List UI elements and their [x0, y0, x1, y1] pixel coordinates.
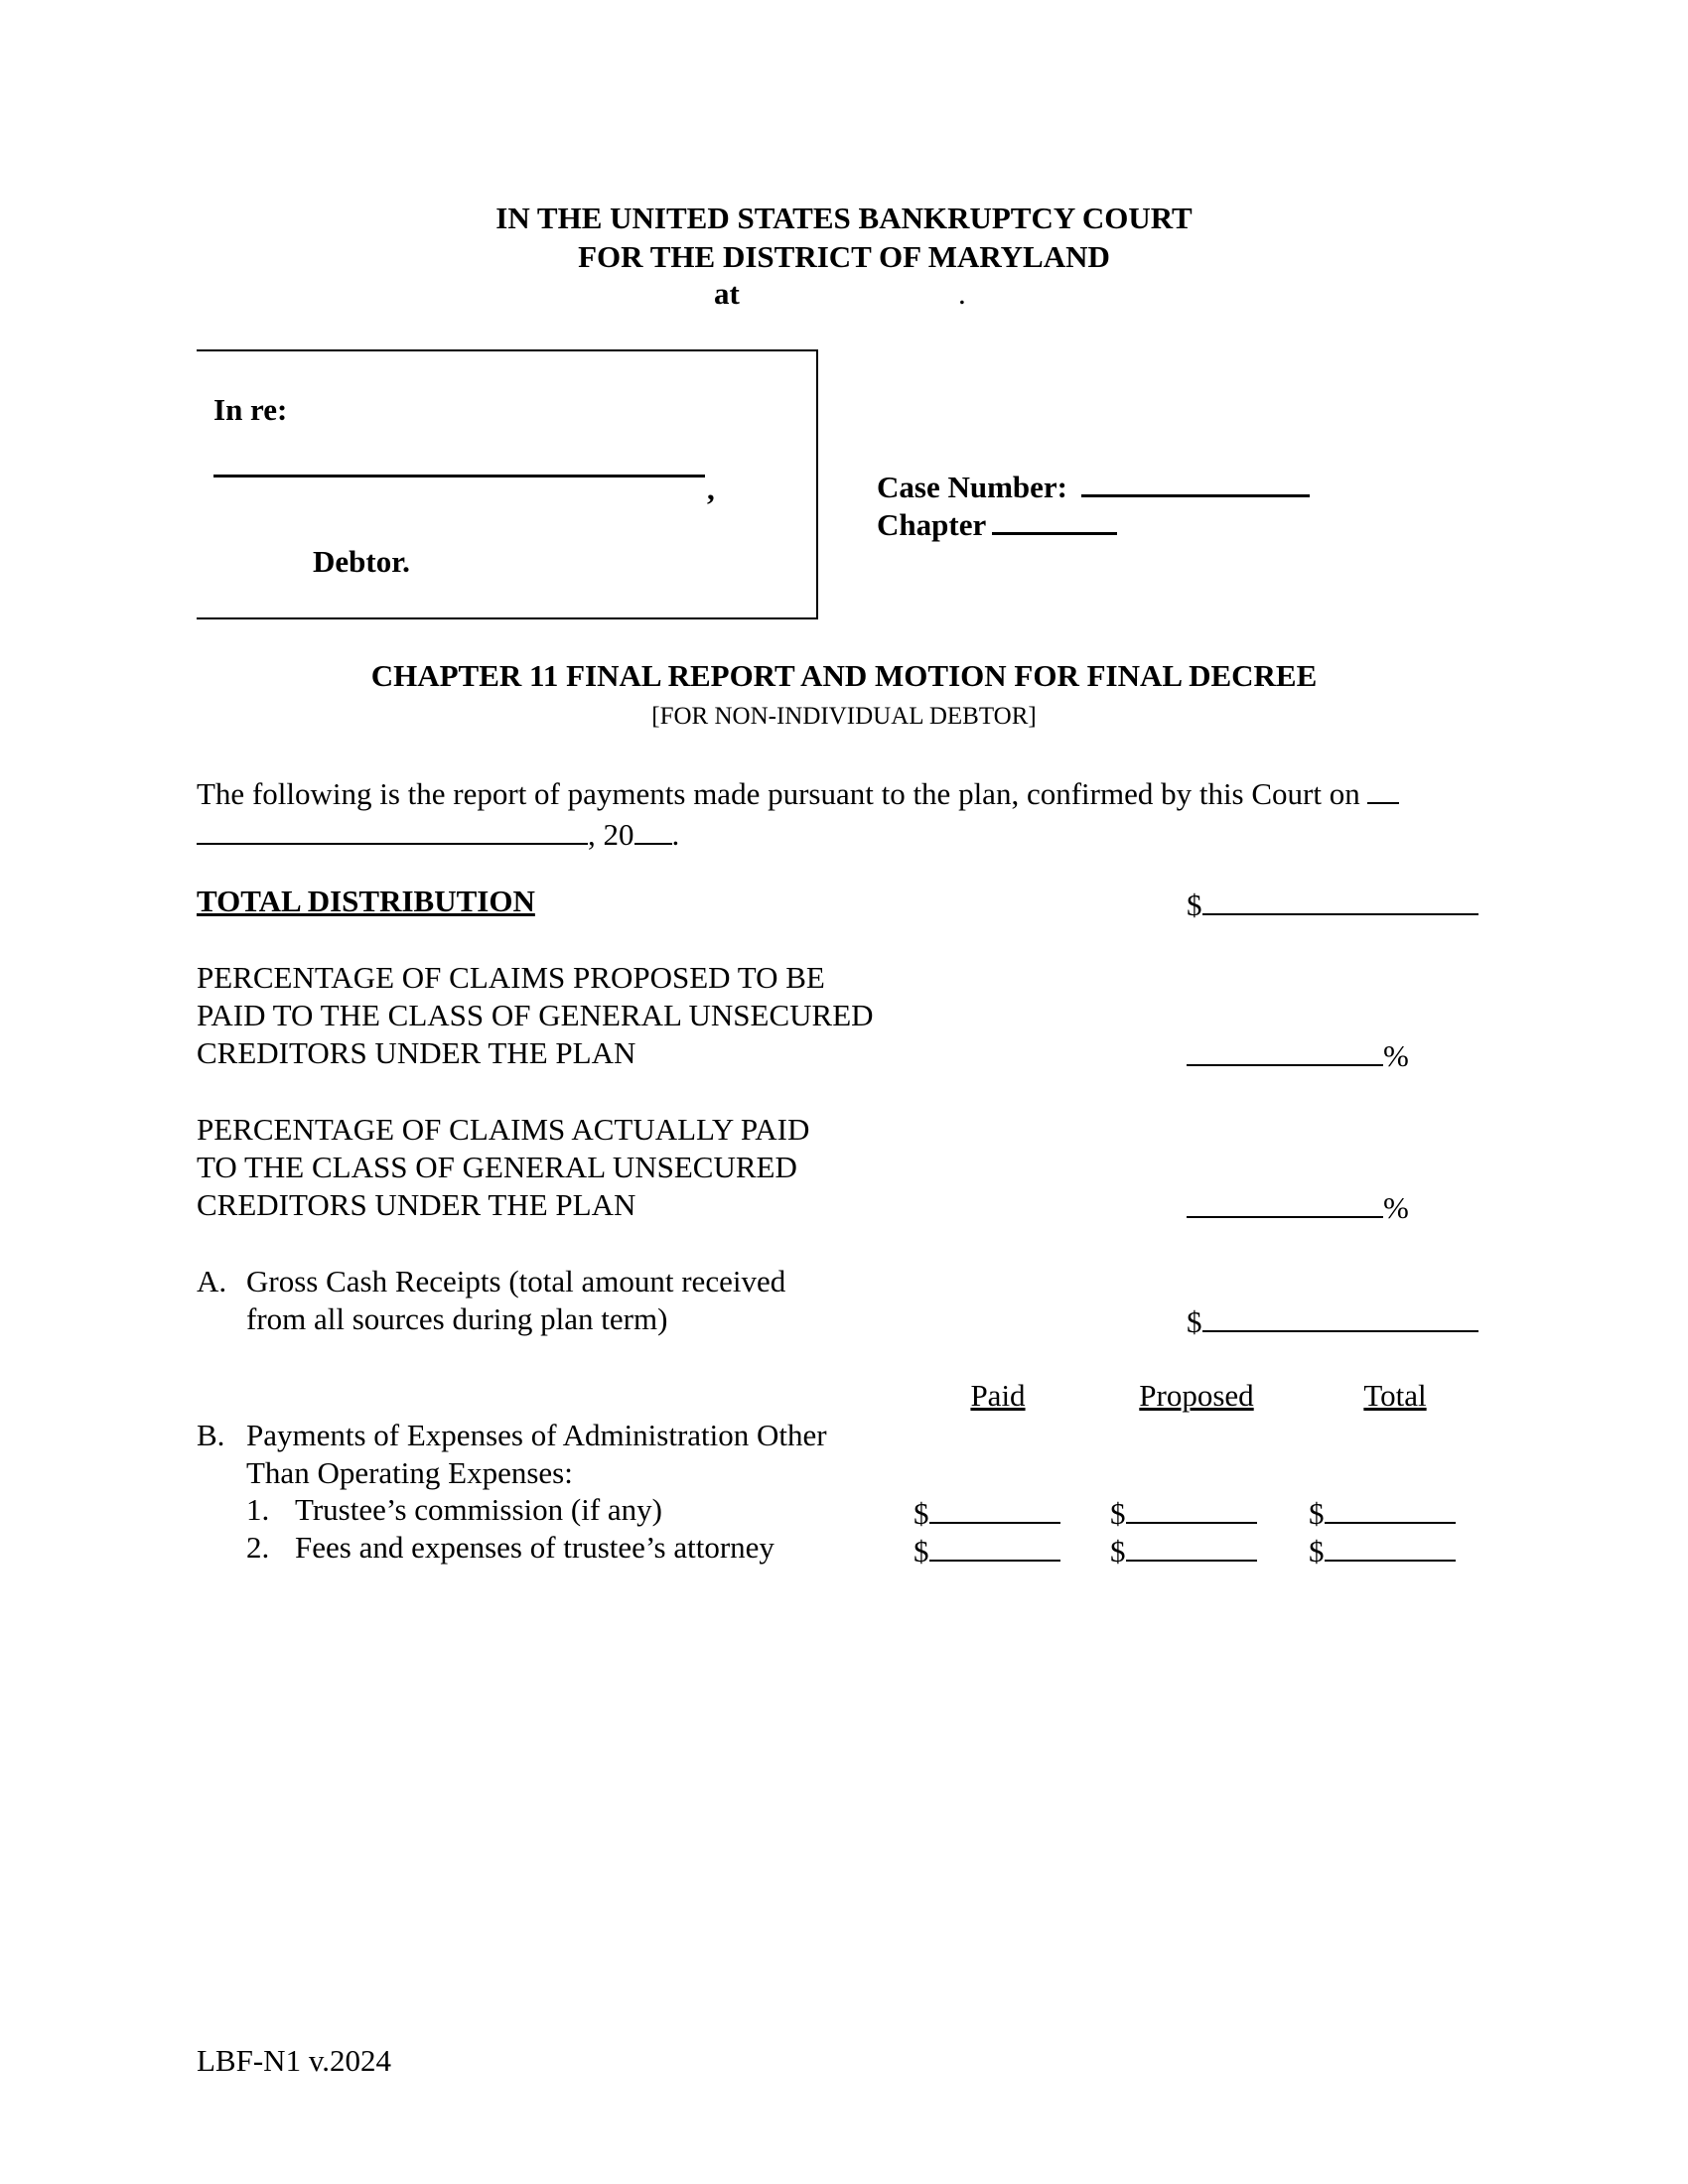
- pct-proposed-label: [197, 959, 874, 1072]
- chapter-label: Chapter: [877, 507, 987, 542]
- intro-end: .: [671, 817, 680, 852]
- gross-receipts-field[interactable]: [1202, 1300, 1478, 1332]
- currency-symbol: $: [914, 1496, 929, 1531]
- row-2-paid: [914, 1530, 1060, 1570]
- percent-sign: %: [1383, 1038, 1409, 1073]
- item-a: [197, 1263, 785, 1338]
- pct-proposed-field[interactable]: [1187, 1034, 1383, 1066]
- currency-symbol: $: [1309, 1496, 1325, 1531]
- debtor-comma: ,: [707, 472, 715, 506]
- pct-actual-line-2: TO THE CLASS OF GENERAL UNSECURED: [197, 1150, 797, 1184]
- court-line-1: IN THE UNITED STATES BANKRUPTCY COURT: [495, 201, 1193, 235]
- debtor-label: Debtor.: [313, 544, 410, 579]
- item-b-row-2: [246, 1530, 774, 1566]
- total-distribution-field[interactable]: [1202, 884, 1478, 915]
- caption-box: [197, 349, 818, 619]
- pct-actual-line-3: CREDITORS UNDER THE PLAN: [197, 1187, 636, 1222]
- row-1-proposed: [1110, 1492, 1257, 1532]
- debtor-name-field[interactable]: [213, 475, 705, 478]
- year-field[interactable]: [634, 813, 672, 845]
- intro-paragraph: [197, 772, 1497, 854]
- chapter-field[interactable]: [992, 504, 1117, 535]
- pct-proposed-line-3: CREDITORS UNDER THE PLAN: [197, 1035, 636, 1070]
- pct-actual-field[interactable]: [1187, 1186, 1383, 1218]
- document-subtitle: [FOR NON-INDIVIDUAL DEBTOR]: [651, 703, 1037, 730]
- row-2-total: [1309, 1530, 1456, 1570]
- item-b-row-1: [246, 1492, 662, 1528]
- court-line-2: FOR THE DISTRICT OF MARYLAND: [578, 239, 1110, 274]
- row-2-label: Fees and expenses of trustee’s attorney: [295, 1530, 774, 1565]
- row-1-paid: [914, 1492, 1060, 1532]
- row-2-proposed: [1110, 1530, 1257, 1570]
- item-b-letter: B.: [197, 1418, 225, 1452]
- row-1-total: [1309, 1492, 1456, 1532]
- row-1-label: Trustee’s commission (if any): [295, 1492, 662, 1527]
- chapter-row: [877, 504, 1117, 543]
- case-number-row: [877, 467, 1310, 505]
- column-header-proposed: Proposed: [1139, 1378, 1254, 1413]
- total-distribution-amount: [1187, 884, 1478, 923]
- item-b-line-2: Than Operating Expenses:: [246, 1455, 573, 1490]
- row-1-paid-field[interactable]: [929, 1492, 1060, 1524]
- court-heading: [0, 199, 1688, 276]
- pct-proposed-line-2: PAID TO THE CLASS OF GENERAL UNSECURED: [197, 998, 874, 1032]
- item-a-line-2: from all sources during plan term): [246, 1301, 668, 1336]
- at-label: at: [714, 276, 740, 311]
- row-2-proposed-field[interactable]: [1126, 1530, 1257, 1562]
- currency-symbol: $: [914, 1534, 929, 1569]
- row-2-number: 2.: [246, 1530, 270, 1565]
- row-1-number: 1.: [246, 1492, 270, 1527]
- pct-proposed-line-1: PERCENTAGE OF CLAIMS PROPOSED TO BE: [197, 960, 825, 995]
- pct-actual-label: [197, 1111, 809, 1224]
- currency-symbol: $: [1110, 1534, 1126, 1569]
- confirmation-date-field-b[interactable]: [197, 813, 588, 845]
- in-re-label: In re:: [213, 392, 288, 427]
- case-number-label: Case Number:: [877, 470, 1067, 504]
- item-a-letter: A.: [197, 1264, 227, 1298]
- at-dot: .: [958, 276, 966, 311]
- intro-text: The following is the report of payments made pursuant to the plan, confirmed by this Court on: [197, 776, 1360, 811]
- gross-receipts-amount: [1187, 1300, 1478, 1340]
- confirmation-date-field-a[interactable]: [1367, 772, 1399, 804]
- percent-sign: %: [1383, 1190, 1409, 1225]
- document-title: CHAPTER 11 FINAL REPORT AND MOTION FOR FINAL DECREE: [370, 658, 1318, 693]
- pct-actual-value: [1187, 1186, 1409, 1226]
- total-distribution-label: TOTAL DISTRIBUTION: [197, 884, 535, 918]
- item-a-line-1: Gross Cash Receipts (total amount received: [246, 1264, 786, 1298]
- row-2-total-field[interactable]: [1325, 1530, 1456, 1562]
- currency-symbol: $: [1187, 1304, 1202, 1339]
- currency-symbol: $: [1309, 1534, 1325, 1569]
- row-2-paid-field[interactable]: [929, 1530, 1060, 1562]
- currency-symbol: $: [1187, 887, 1202, 922]
- column-header-total: Total: [1363, 1378, 1427, 1413]
- year-prefix: , 20: [588, 817, 634, 852]
- form-id: LBF-N1 v.2024: [197, 2043, 392, 2078]
- pct-proposed-value: [1187, 1034, 1409, 1074]
- column-header-paid: Paid: [970, 1378, 1026, 1413]
- case-number-field[interactable]: [1081, 467, 1310, 497]
- currency-symbol: $: [1110, 1496, 1126, 1531]
- row-1-proposed-field[interactable]: [1126, 1492, 1257, 1524]
- row-1-total-field[interactable]: [1325, 1492, 1456, 1524]
- pct-actual-line-1: PERCENTAGE OF CLAIMS ACTUALLY PAID: [197, 1112, 810, 1147]
- item-b-line-1: Payments of Expenses of Administration Other: [246, 1418, 827, 1452]
- item-b: [197, 1417, 827, 1492]
